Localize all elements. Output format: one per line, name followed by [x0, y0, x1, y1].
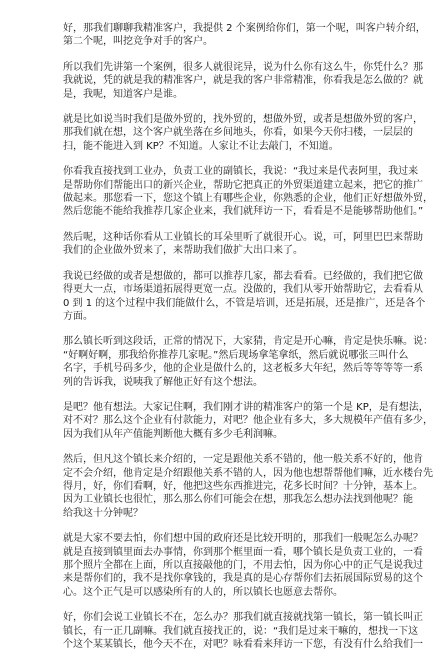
paragraph	[63, 113, 423, 153]
text-line: 列的告诉我，说咦我了解他正好有这个想法。	[63, 376, 263, 388]
text-line: 我说已经做的或者是想做的，都可以推荐几家，都去看看。已经做的，我们把它做	[63, 270, 423, 282]
paragraph	[63, 453, 433, 520]
text-line: 好，那我们聊聊我精准客户，我提供 2 个案例给你们，第一个呢，叫客户转介绍，	[63, 23, 426, 34]
text-line: 镇长，有一正几副嘛。我们就直接找正的，说：“我们是过来干嘛的，想找一下这	[63, 625, 419, 637]
text-line: “好啊好啊，那我给你推荐几家呢。”然后现场拿笔拿纸，然后就说哪张三叫什么	[63, 349, 409, 361]
text-line: 定不会介绍，他肯定是介绍跟他关系不错的人，因为他也想帮帮他们嘛，近水楼台先	[63, 467, 433, 479]
text-line: 你看我直接找到工业办，负责工业的副镇长，我说：“我过来是代表阿里，我过来	[63, 166, 419, 178]
text-line: 方面。	[63, 310, 93, 322]
text-line: 就是直接到镇里面去办事情，你到那个框里面一看，哪个镇长是负责工业的，一看	[63, 546, 423, 558]
paragraph	[63, 532, 423, 599]
paragraph	[63, 335, 433, 389]
text-line: 因为我们从年产值能判断他大概有多少毛利润嘛。	[63, 428, 283, 440]
text-line: 扫，能不能进入到 KP？不知道。人家让不让去敲门，不知道。	[63, 140, 339, 152]
text-line: 是帮助你们帮能出口的新兴企业，帮助它把真正的外贸渠道建立起来，把它的推广	[63, 179, 423, 191]
paragraph	[63, 401, 433, 441]
text-line: 来是帮你们的，我不是找你拿钱的，我是真的是心存帮你们去拓展国际贸易的这个	[63, 573, 423, 585]
text-line: 个这个某某镇长，他今天不在，对吧？咏看看来拜访一下您，有没有什么给我们一	[63, 639, 423, 651]
text-line: 我们的企业做外贸来了，来帮助我们做扩大出口来了。	[63, 245, 303, 257]
text-line: 0 到 1 的这个过程中我们能做什么，不管是培训，还是拓展，还是推广，还是各个	[63, 297, 426, 309]
text-line: 所以我们先讲第一个案例，很多人就很诧异，说为什么你有这么牛，你凭什么？那	[63, 61, 423, 73]
paragraph	[63, 270, 426, 324]
text-line: 就是大家不要去怕，你们想中国的政府还是比较开明的，那我们一般呢怎么办呢？	[63, 533, 423, 545]
text-line: 然后，但凡这个镇长来介绍的，一定是跟他关系不错的，他一般关系不好的，他肯	[63, 454, 423, 466]
text-line: 心。这个正气是可以感染所有的人的，所以镇长也愿意去帮你。	[63, 586, 343, 598]
text-line: 得更大一点，市场渠道拓展得更宽一点。没做的，我们从零开始帮助它，去看看从	[63, 284, 423, 296]
text-line: 给我这十分钟呢？	[63, 507, 143, 519]
paragraph	[63, 22, 426, 49]
text-line: 好，你们会说工业镇长不在，怎么办？那我们就直接就找第一镇长，第一镇长叫正	[63, 612, 423, 624]
text-line: 那么镇长听到这段话，正常的情况下，大家猜，肯定是开心嘛，肯定是快乐嘛。说：	[63, 336, 433, 348]
text-line: 就是比如说当时我们是做外贸的，找外贸的，想做外贸，或者是想做外贸的客户，	[63, 114, 423, 126]
paragraph	[63, 61, 423, 101]
text-line: 那个照片全都在上面，所以直接敲他的门，不用去怕，因为你心中的正气是说我过	[63, 560, 423, 571]
text-line: 对不对？那么这个企业有付款能力，对吧？他企业有多大，多大规模年产值有多少，	[63, 415, 433, 427]
text-line: 是吧？他有想法。大家记住啊，我们刚才讲的精准客户的第一个是 KP，是有想法，	[63, 401, 429, 413]
text-line: 第二个呢，叫挖竞争对手的客户。	[63, 36, 213, 48]
text-line: 然后您能不能给我推荐几家企业来，我们就拜访一下，看看是不是能够帮助他们。”	[63, 206, 424, 218]
text-line: 我就说，凭的就是我的精准客户，就是我的客户非常精准，你看我是怎么做的？就	[63, 75, 423, 87]
paragraph	[63, 611, 423, 651]
text-line: 做起来。那您看一下，您这个镇上有哪些企业，你熟悉的企业，他们正好想做外贸，	[63, 193, 433, 205]
text-line: 是，我呢，知道客户是谁。	[63, 88, 183, 100]
paragraph	[63, 165, 433, 219]
text-line: 名字，手机号码多少，他的企业是做什么的，这老板多大年纪，然后等等等等一系	[63, 363, 423, 375]
text-line: 那我们就在想，这个客户就坐落在乡间地头，你看，如果今天你扫楼，一层层的	[63, 127, 413, 139]
text-line: 然后呢，这种话你看从工业镇长的耳朵里听了就很开心。说，可，阿里巴巴来帮助	[63, 231, 423, 243]
paragraph	[63, 231, 423, 258]
text-line: 因为工业镇长也很忙，那么那么你们可能会在想，那我怎么想办法找到他呢？能	[63, 494, 413, 506]
text-line: 得月，好，你们看啊，好，他把这些东西推进完，花多长时间？十分钟，基本上。	[63, 480, 423, 492]
